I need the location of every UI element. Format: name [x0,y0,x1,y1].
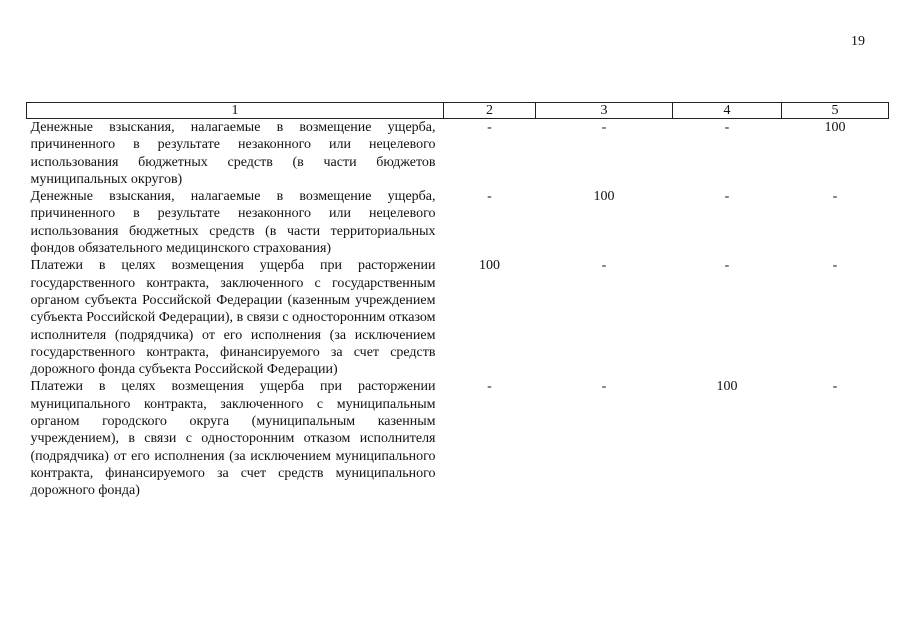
page-number: 19 [851,34,865,49]
column-header-2: 2 [444,103,536,119]
row-value-col3: - [601,379,607,395]
row-value-col2: 100 [479,258,500,274]
row-value-col5: - [832,258,838,274]
row-value-col2: - [487,189,492,205]
column-header-4: 4 [673,103,782,119]
row-value-col4: 100 [716,379,738,395]
table-row [27,378,889,499]
row-value-col5: 100 [824,120,846,135]
row-value-col2: - [487,120,492,135]
row-value-col4: - [724,120,730,135]
row-value-col4: - [724,189,730,205]
row-description: Денежные взыскания, налагаемые в возмещение ущерба, причиненного в результате незаконного или нецелевого использования бюджетных средств (в части бюджетов муниципальных округов) [30,120,436,187]
column-header-5: 5 [782,103,889,119]
row-value-col4: - [724,258,730,274]
row-value-col5: - [832,379,838,395]
row-value-col3: - [601,120,607,135]
row-description: Денежные взыскания, налагаемые в возмещение ущерба, причиненного в результате незаконного или нецелевого использования бюджетных средств (в части территориальных фондов обязательного медицинского страхования) [30,189,436,257]
table-row [27,119,889,189]
row-value-col2: - [487,379,492,395]
revenue-distribution-table [26,102,889,500]
table-row [27,188,889,257]
row-value-col5: - [832,189,838,205]
column-header-3: 3 [536,103,673,119]
row-description: Платежи в целях возмещения ущерба при расторжении муниципального контракта, заключенного с муниципальным органом городского округа (муниципальным казенным учреждением), в связи с односторонним отказом исполнителя (подрядчика) от его исполнения (за исключением муниципального контракта, финансируемого за счет средств муниципального дорожного фонда) [30,379,436,499]
row-value-col3: 100 [593,189,615,205]
table-header-row [27,103,889,119]
row-value-col3: - [601,258,607,274]
table-row [27,257,889,378]
row-description: Платежи в целях возмещения ущерба при расторжении государственного контракта, заключенного с государственным органом субъекта Российской Федерации (казенным учреждением субъекта Российской Федерации), в связи с односторонним отказом исполнителя (подрядчика) от его исполнения (за исключением государственного контракта, финансируемого за счет средств дорожного фонда субъекта Российской Федерации) [30,258,436,378]
column-header-1: 1 [27,103,444,119]
